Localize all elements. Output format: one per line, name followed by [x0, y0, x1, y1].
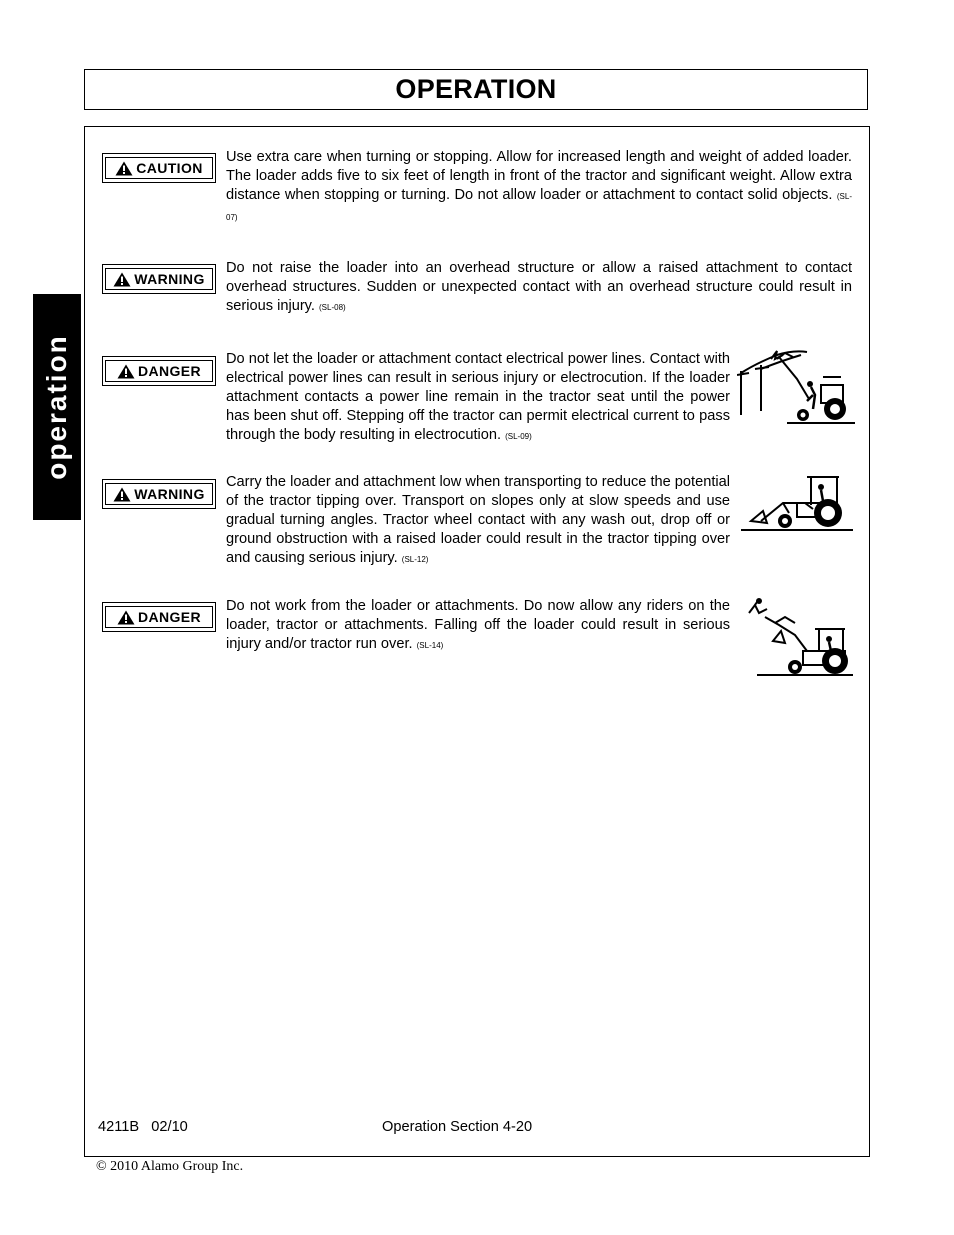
section-header [84, 69, 868, 110]
safety-message [226, 473, 730, 570]
safety-message [226, 597, 730, 656]
message-text: Carry the loader and attachment low when transporting to reduce the potential of the tractor tipping over. Transport on slopes only at slow speeds and use gradual turning angles. Tractor wheel contact with any wash out, drop off or ground obstruction with a raised loader could result in the tractor tipping over and causing serious injury. [226, 474, 730, 566]
message-text: Do not let the loader or attachment contact electrical power lines. Contact with electrical power lines can result in serious injury or electrocution. If the loader attachment contacts a power line remain in the tractor seat until the power has been shut off. Stepping off the tractor can permit electrical current to pass through the body resulting in electrocution. [226, 351, 730, 443]
warning-badge [102, 479, 216, 509]
caution-badge [102, 153, 216, 183]
page-title: OPERATION [395, 74, 557, 104]
alert-triangle-icon [115, 161, 133, 176]
message-text: Do not raise the loader into an overhead structure or allow a raised attachment to contact overhead structures. Sudden or unexpected contact with an overhead structure could result in serious injury. [226, 260, 852, 314]
danger-badge [102, 356, 216, 386]
message-text: Use extra care when turning or stopping. Allow for increased length and weight of added loader. The loader adds five to six feet of length in front of the tractor and significant weight. Allow extra distance when stopping or turning. Do not allow loader or attachment to contact solid objects. [226, 149, 852, 203]
rider-falling-illustration [745, 595, 855, 679]
content-panel [84, 126, 870, 1157]
tractor-loader-low-illustration [741, 473, 855, 533]
signal-word: WARNING [134, 271, 205, 287]
danger-badge [102, 602, 216, 632]
footer-model-date: 4211B 02/10 [98, 1119, 188, 1135]
alert-triangle-icon [117, 610, 135, 625]
section-side-tab [33, 294, 81, 520]
warning-badge [102, 264, 216, 294]
power-line-contact-illustration [737, 349, 855, 425]
safety-message [226, 350, 730, 447]
safety-message [226, 148, 852, 228]
alert-triangle-icon [113, 272, 131, 287]
alert-triangle-icon [113, 487, 131, 502]
safety-message [226, 259, 852, 318]
footer-page-number: Operation Section 4-20 [382, 1119, 533, 1135]
signal-word: CAUTION [136, 160, 203, 176]
message-code: (SL-08) [319, 302, 346, 312]
alert-triangle-icon [117, 364, 135, 379]
message-code: (SL-09) [505, 431, 532, 441]
message-code: (SL-14) [416, 640, 444, 650]
signal-word: DANGER [137, 609, 202, 625]
footer-copyright: © 2010 Alamo Group Inc. [96, 1159, 244, 1174]
message-text: Do not work from the loader or attachments. Do now allow any riders on the loader, tractor or attachments. Falling off the loader could result in serious injury and/or tractor run over. [226, 598, 730, 652]
signal-word: DANGER [137, 363, 202, 379]
signal-word: WARNING [134, 486, 205, 502]
message-code: (SL-07) [226, 191, 853, 222]
side-tab-label: operation [41, 334, 72, 480]
message-code: (SL-12) [401, 554, 429, 564]
